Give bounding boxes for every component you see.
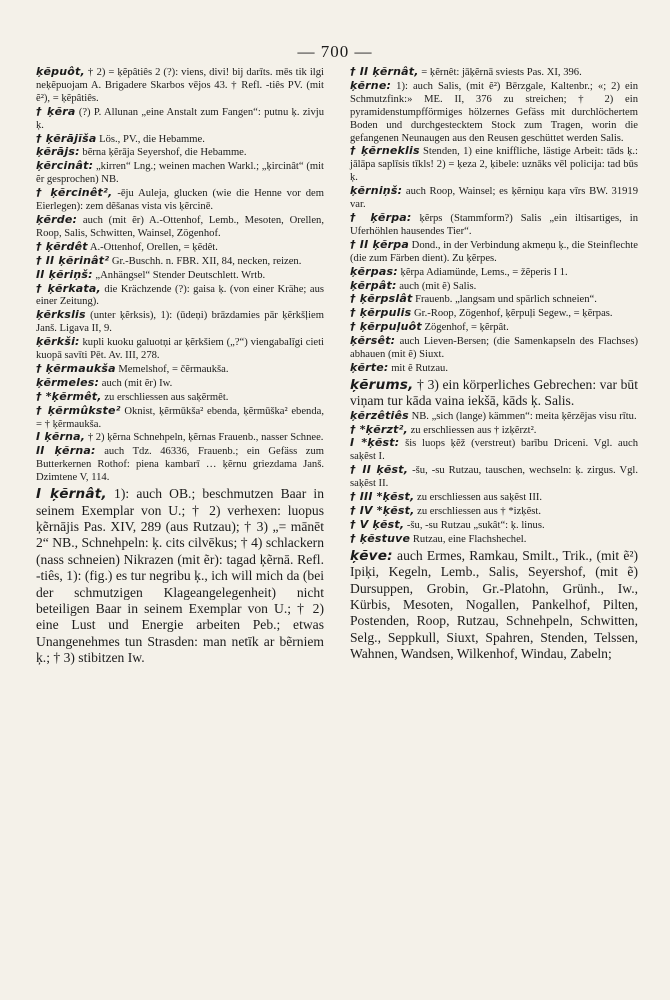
dictionary-entry bbox=[350, 548, 638, 663]
entry-text: auch Roop, Wainsel; es ķẽrniņu kaŗa vīrs BW. 31919 var. bbox=[350, 186, 639, 211]
entry-text: -šu, -su Rutzau, tauschen, wechseln: ķ. zirgus. Vgl. saķẽst II. bbox=[350, 465, 638, 490]
entry-headword: † II ķẽrnât, bbox=[350, 65, 419, 78]
entry-text: Memelshof, = čẽrmaukša. bbox=[118, 363, 229, 375]
entry-text: Gr.-Roop, Zögenhof, ķẽrpuļi Segew., = ķẽrpas. bbox=[413, 308, 613, 320]
entry-text: (?) P. Allunan „eine Anstalt zum Fangen“: putnu ķ. zivju ķ. bbox=[36, 106, 324, 131]
entry-text: A.-Ottenhof, Orellen, = ķẽdêt. bbox=[89, 241, 218, 253]
left-column bbox=[36, 66, 324, 667]
entry-text: auch (mit ẽr) A.-Ottenhof, Lemb., Mesoten, Orellen, Roop, Salis, Schwitten, Wainsel, Zögenhof. bbox=[36, 214, 324, 239]
entry-headword: ķẽrkslis bbox=[36, 308, 86, 322]
right-column bbox=[350, 66, 638, 663]
dictionary-entry bbox=[350, 293, 638, 307]
dictionary-entry bbox=[36, 66, 324, 106]
entry-text: auch (mit ẽ) Salis. bbox=[399, 280, 477, 292]
dictionary-entry bbox=[36, 269, 324, 283]
dictionary-entry bbox=[350, 491, 638, 505]
dictionary-entry bbox=[36, 146, 324, 160]
entry-headword: † ķẽrmaukša bbox=[36, 361, 116, 375]
dictionary-entry bbox=[36, 391, 324, 405]
dictionary-entry bbox=[36, 241, 324, 255]
entry-headword: ķẽrājs: bbox=[36, 145, 80, 159]
entry-headword: ķẽrte: bbox=[350, 360, 389, 374]
dictionary-entry bbox=[350, 280, 638, 294]
entry-text: „Anhängsel“ Stender Deutschlett. Wrtb. bbox=[95, 269, 266, 281]
dictionary-entry bbox=[350, 212, 638, 239]
entry-text: = ķẽrnêt: jāķẽrnā sviests Pas. XI, 396. bbox=[421, 67, 582, 78]
entry-text: die Krächzende (?): gaisa ķ. (von einer Krähe; aus einer Zeitung). bbox=[36, 283, 325, 308]
entry-headword: ķẽrmeles: bbox=[36, 375, 100, 389]
entry-headword: ķẽrkši: bbox=[36, 335, 80, 349]
dictionary-entry bbox=[36, 486, 324, 666]
dictionary-entry bbox=[36, 336, 324, 363]
dictionary-entry bbox=[350, 145, 638, 185]
dictionary-entry bbox=[350, 464, 638, 491]
entry-headword: ķẽrsêt: bbox=[350, 334, 396, 348]
entry-headword: † ķẽrkata, bbox=[36, 281, 101, 295]
entry-headword: ķẽrcinât: bbox=[36, 159, 94, 173]
dictionary-entry bbox=[36, 445, 324, 485]
entry-headword: † II ķẽst, bbox=[350, 463, 409, 477]
dictionary-entry bbox=[350, 66, 638, 80]
entry-text: ķẽrps (Stammform?) Salis „ein iltisartiges, in Uferhöhlen hausendes Tier“. bbox=[350, 212, 638, 237]
entry-text: Frauenb. „langsam und spärlich schneien“. bbox=[415, 294, 597, 306]
entry-text: Dond., in der Verbindung akmeņu ķ., die Steinflechte (die zum Färben dient). Zu ķẽrpes. bbox=[350, 239, 638, 264]
entry-text: Oknist, ķẽrmūkša² ebenda, ķẽrmūška² ebenda, = † ķẽrmaukša. bbox=[36, 405, 324, 430]
dictionary-entry bbox=[350, 410, 638, 424]
dictionary-entry bbox=[36, 309, 324, 336]
entry-headword: † ķẽrpa: bbox=[350, 210, 412, 224]
entry-text: zu erschliessen aus † izķẽrzt². bbox=[410, 424, 537, 436]
entry-headword: † V ķẽst, bbox=[350, 517, 405, 531]
entry-headword: ķẽrzêtiês bbox=[350, 408, 409, 422]
entry-text: Stenden, 1) eine kniffliche, lästige Arbeit: tāds ķ.: jālāpa saplīsis tīkls! 2) = ķeza 2, ķibele: uznāks vēl policija: tad būs ķ. bbox=[350, 146, 638, 184]
entry-headword: † II ķẽrinât² bbox=[36, 253, 110, 267]
dictionary-entry bbox=[36, 133, 324, 147]
entry-text: zu erschliessen aus saķẽst III. bbox=[417, 492, 543, 504]
entry-text: mit ẽ Rutzau. bbox=[391, 362, 448, 374]
entry-headword: I ķẽrna, bbox=[36, 430, 86, 444]
dictionary-entry bbox=[350, 505, 638, 519]
entry-headword: † ķẽrpuļuôt bbox=[350, 320, 422, 334]
entry-headword: † ķẽrājĩša bbox=[36, 131, 97, 145]
entry-headword: ķẽrpas: bbox=[350, 264, 398, 278]
entry-headword: ķẽrne: bbox=[350, 78, 392, 92]
dictionary-entry bbox=[350, 80, 638, 146]
dictionary-entry bbox=[36, 160, 324, 187]
entry-headword: ķẽrde: bbox=[36, 212, 78, 226]
dictionary-entry bbox=[350, 377, 638, 410]
entry-headword: † ķẽrcinêt², bbox=[36, 186, 113, 200]
dictionary-entry bbox=[350, 533, 638, 547]
entry-text: šis luops ķẽž (verstreut) barību Driceni. Vgl. auch saķẽst I. bbox=[350, 438, 638, 463]
entry-headword: † ķẽrmûkste² bbox=[36, 403, 121, 417]
dictionary-entry bbox=[36, 405, 324, 432]
entry-text: Gr.-Buschh. n. FBR. XII, 84, necken, reizen. bbox=[111, 255, 302, 267]
entry-text: -ēju Auleja, glucken (wie die Henne vor dem Eierlegen): zem dẽšanas vista vis ķẽrcinē. bbox=[36, 188, 324, 213]
dictionary-entry bbox=[36, 431, 324, 445]
page-number: — 700 — bbox=[297, 42, 373, 61]
entry-text: 1): auch Salis, (mit ẽ²) Bērzgale, Kaltenbr.; «; 2) ein Schmutzfink:» ME. II, 376 zu streichen; † 2) ein pyramidenstumpfförmiges hölzernes Gefäss mit durchlöchertem Boden und durchgestecktem Stock zum Tragen, worin die gefangenen Neunaugen aus den Reusen geschüttet werden Salis. bbox=[350, 80, 638, 144]
dictionary-entry bbox=[36, 283, 324, 310]
dictionary-entry bbox=[350, 424, 638, 438]
entry-headword: † III *ķẽst, bbox=[350, 490, 415, 504]
entry-headword: ķẽrums, bbox=[350, 376, 414, 393]
dictionary-entry bbox=[350, 266, 638, 280]
entry-headword: † IV *ķẽst, bbox=[350, 504, 415, 517]
dictionary-entry bbox=[350, 307, 638, 321]
entry-text: Rutzau, eine Flachshechel. bbox=[412, 533, 527, 545]
entry-headword: † II ķẽrpa bbox=[350, 237, 409, 251]
entry-text: Zögenhof, = ķẽrpât. bbox=[424, 322, 509, 334]
dictionary-entry bbox=[350, 185, 638, 212]
entry-headword: ķẽpuôt, bbox=[36, 65, 85, 78]
entry-headword: † ķẽstuve bbox=[350, 531, 411, 545]
entry-headword: † ķẽrpulis bbox=[350, 306, 412, 320]
entry-text: Lös., PV., die Hebamme. bbox=[99, 133, 205, 145]
entry-headword: † *ķẽrmêt, bbox=[36, 389, 102, 403]
entry-headword: † *ķẽrzt², bbox=[350, 422, 408, 436]
dictionary-entry bbox=[350, 239, 638, 266]
entry-text: † 2) = ķẽpâtiês 2 (?): viens, divi! bij darīts. mēs tik ilgi neķẽpuojam A. Brigadere Skarbos vējos 43. † Refl. -tiês PV. (mit ẽ²), = ķẽpâtiês. bbox=[36, 67, 324, 104]
entry-headword: ķẽrniņš: bbox=[350, 184, 403, 198]
entry-text: auch Lieven-Bersen; (die Samenkapseln des Flachses) abhauen (mit ẽ) Siuxt. bbox=[350, 336, 638, 361]
entry-text: ķẽrpa Adiamünde, Lems., = žẽperis I 1. bbox=[400, 266, 568, 278]
entry-text: 1): auch OB.; beschmutzen Baar in seinem Exemplar von U.; † 2) verhexen: luopus ķẽrnājis Pas. XIV, 289 (aus Rutzau); † 3) „= mānēt 2“ NB., Schnehpeln: ķ. cits cilvēkus; † 4) schlackern (nass schneien) Nikrazen (mit ẽr): tagad ķẽrnā. Refl. -tiês, 1): (fig.) es tur negribu ķ., ich will mich da (bei der schmutzigen Klageangelegenheit) nicht beteiligen Baar in seinem Exemplar von U.; † 2) eine Lust und Energie arbeiten Peb.; etwas Unangenehmes tun Strasden: man netīk ar bẽrniem ķ.; † 3) stibitzen Iw. bbox=[36, 486, 324, 666]
dictionary-entry bbox=[36, 106, 324, 133]
entry-text: zu erschliessen aus † *izķẽst. bbox=[417, 506, 541, 517]
dictionary-entry bbox=[350, 335, 638, 362]
dictionary-entry bbox=[350, 321, 638, 335]
entry-headword: II ķẽriņš: bbox=[36, 267, 93, 281]
entry-text: auch Ermes, Ramkau, Smilt., Trik., (mit ẽ²) Ipiķi, Kegeln, Lemb., Salis, Seyershof, (mit ẽ) Dursuppen, Grobin, Gr.-Platohn, Grünh., Iw., Kürbis, Mesoten, Nogallen, Pankelhof, Pilten, Postenden, Roop, Rutzau, Schnehpeln, Schwitten, Selg., Seppkull, Siuxt, Spahren, Stenden, Telssen, Wahnen, Wandsen, Wilkenhof, Windau, Zabeln; bbox=[350, 547, 638, 662]
entry-text: NB. „sich (lange) kämmen“: meita ķẽrzējas visu rītu. bbox=[411, 410, 637, 422]
entry-text: zu erschliessen aus saķẽrmêt. bbox=[104, 391, 229, 403]
entry-headword: II ķẽrna: bbox=[36, 444, 96, 458]
dictionary-entry bbox=[36, 214, 324, 241]
dictionary-entry bbox=[350, 362, 638, 376]
entry-text: kupli kuoku galuotņi ar ķẽrkšiem („?“) viengabalīgi cieti kuopā savīti Pēt. Av. III, 278. bbox=[36, 337, 324, 362]
dictionary-entry bbox=[350, 519, 638, 533]
entry-headword: I ķẽrnât, bbox=[36, 486, 107, 503]
dictionary-entry bbox=[36, 363, 324, 377]
entry-text: auch Tdz. 46336, Frauenb.; ein Gefäss zum Butterkernen Rothof: piena kambarī … ķẽrnu griezdama Janš. Dzimtene V, 114. bbox=[36, 446, 325, 484]
entry-text: „kirren“ Lng.; weinen machen Warkl.; „ķircinât“ (mit ẽr gesprochen) NB. bbox=[36, 161, 324, 186]
entry-text: auch (mit ẽr) Iw. bbox=[101, 377, 173, 389]
entry-headword: I *ķẽst: bbox=[350, 436, 400, 450]
entry-text: † 2) ķẽrna Schnehpeln, ķẽrnas Frauenb., nasser Schnee. bbox=[87, 432, 324, 444]
entry-text: † 3) ein körperliches Gebrechen: var būt viņam tur kāda vaina iekšā, kāds ķ. Salis. bbox=[350, 376, 638, 409]
entry-text: bẽrna ķẽrāja Seyershof, die Hebamme. bbox=[82, 147, 247, 159]
entry-headword: † ķẽrneklis bbox=[350, 144, 420, 158]
dictionary-entry bbox=[36, 255, 324, 269]
entry-headword: ķẽve: bbox=[350, 547, 393, 564]
dictionary-entry bbox=[350, 437, 638, 464]
entry-headword: † ķẽrdêt bbox=[36, 239, 88, 253]
dictionary-entry bbox=[36, 377, 324, 391]
entry-text: -šu, -su Rutzau „sukât“: ķ. linus. bbox=[406, 519, 545, 531]
entry-text: (unter ķẽrksis), 1): (ūdeņi) brāzdamies pār ķẽrkšļiem Janš. Ligava II, 9. bbox=[36, 310, 324, 335]
dictionary-entry bbox=[36, 187, 324, 214]
entry-headword: † ķẽrpslât bbox=[350, 292, 413, 306]
entry-headword: ķẽrpât: bbox=[350, 278, 397, 292]
entry-headword: † ķẽra bbox=[36, 104, 76, 118]
